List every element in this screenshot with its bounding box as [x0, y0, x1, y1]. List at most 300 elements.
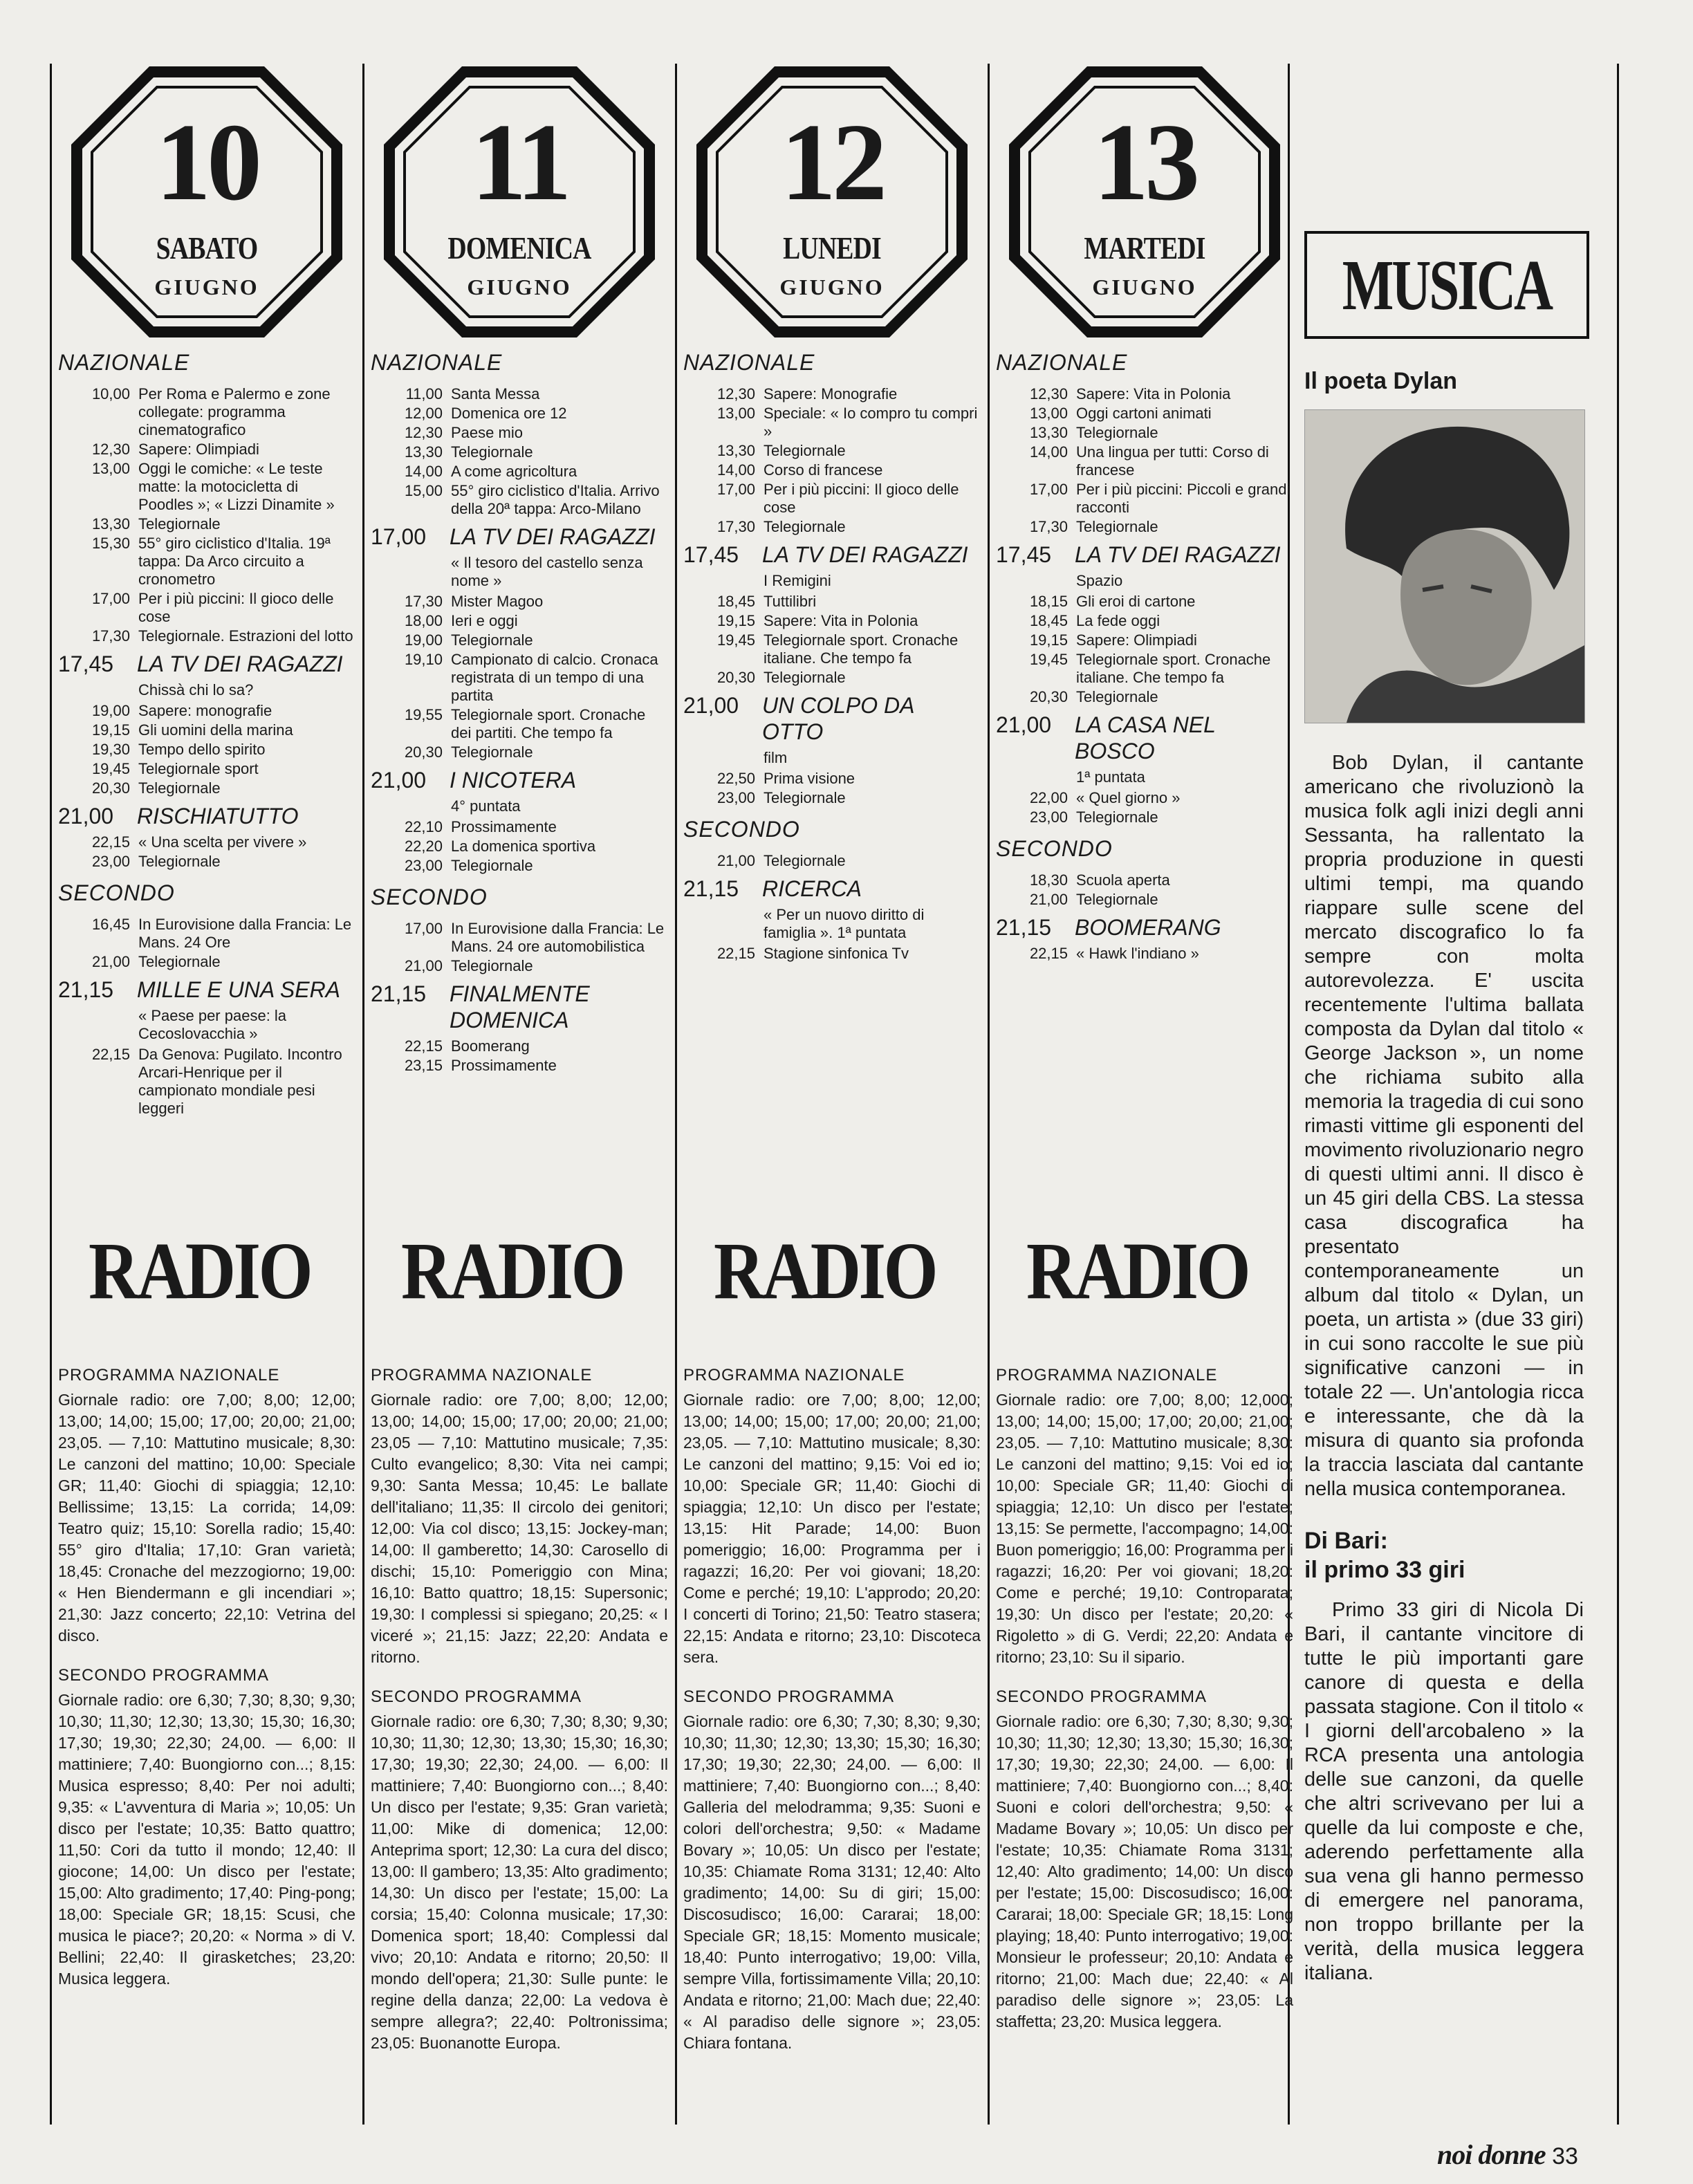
day-number: 10: [156, 100, 258, 223]
program-title: I NICOTERA: [450, 768, 577, 793]
radio-title: RADIO: [401, 1225, 624, 1316]
program-time: 10,00: [91, 385, 130, 402]
program-time: 17,45: [996, 542, 1052, 567]
program-title: « Hawk l'indiano »: [1076, 945, 1199, 962]
magazine-brand: noi donne: [1437, 2139, 1546, 2170]
program-title: La domenica sportiva: [451, 837, 596, 855]
program-time: 19,45: [91, 760, 130, 777]
program-time: 17,45: [683, 542, 739, 567]
day-column-13: [996, 64, 1293, 964]
program-row: [58, 916, 355, 952]
program-time: 15,00: [404, 482, 443, 499]
program-title: Telegiornale sport. Cronache italiane. Che tempo fa: [1076, 651, 1271, 686]
radio-program-heading: SECONDO PROGRAMMA: [371, 1687, 582, 1706]
network-heading: NAZIONALE: [683, 350, 815, 375]
month: GIUGNO: [779, 275, 885, 299]
day-number: 11: [471, 100, 568, 223]
featured-program: [58, 651, 355, 677]
program-time: 21,15: [371, 981, 427, 1006]
day-of-week: LUNEDI: [783, 230, 881, 266]
program-row: [371, 818, 668, 836]
program-time: 21,00: [371, 768, 427, 793]
program-row: [996, 891, 1293, 909]
radio-program-text: Giornale radio: ore 7,00; 8,00; 12,000; 13,00; 14,00; 15,00; 17,00; 20,00; 21,00; 23,05. — 7,10: Mattutino musicale; 8,30: Le canzoni del mattino; 9,15: Voi ed io; 10,00: Speciale GR; 11,40: Giochi di spiaggia; 12,10: Un disco per l'estate; 13,15: Se permette, l'accompagno; 14,00: Buon pomeriggio; 16,00: Programma per i ragazzi; 16,20: Per voi giovani; 18,20: Come e perché; 19,10: Controparata; 19,30: Un disco per l'estate; 20,20: « Rigoletto » di G. Verdi; 22,20: Andata e ritorno; 23,10: Su il sipario.: [996, 1391, 1293, 1666]
program-time: 19,00: [404, 631, 443, 649]
program-title: Prima visione: [764, 770, 855, 787]
program-time: 17,45: [58, 651, 114, 676]
program-note: 4° puntata: [451, 797, 521, 815]
program-time: 17,00: [716, 481, 755, 498]
program-time: 11,00: [405, 385, 443, 402]
network-heading: SECONDO: [683, 817, 800, 842]
program-time: 23,00: [716, 789, 755, 806]
program-row: [371, 482, 668, 518]
day-of-week: MARTEDI: [1084, 230, 1205, 266]
program-note: 1ª puntata: [1076, 768, 1145, 786]
program-title: BOOMERANG: [1075, 915, 1221, 940]
program-time: 20,30: [91, 779, 130, 797]
featured-program: [683, 542, 981, 568]
article-heading-2b: il primo 33 giri: [1304, 1557, 1465, 1583]
program-title: Boomerang: [451, 1037, 530, 1055]
program-title: Per i più piccini: Il gioco delle cose: [764, 481, 959, 516]
program-row: [996, 871, 1293, 889]
program-title: Telegiornale: [138, 779, 221, 797]
program-time: 19,30: [91, 741, 130, 758]
program-row: [58, 741, 355, 759]
program-title: Telegiornale: [764, 852, 846, 869]
program-row: [996, 385, 1293, 403]
program-row: [371, 463, 668, 481]
program-title: Telegiornale: [138, 515, 221, 533]
tv-schedule: [683, 350, 981, 963]
program-title: Sapere: Vita in Polonia: [764, 612, 918, 629]
column-rule: [988, 64, 990, 2125]
program-title: Sapere: Olimpiadi: [1076, 631, 1197, 649]
program-time: 14,00: [404, 463, 443, 480]
day-badge: [381, 64, 658, 340]
program-title: 55° giro ciclistico d'Italia. 19ª tappa: Da Arco circuito a cronometro: [138, 535, 331, 588]
article-heading: Il poeta Dylan: [1304, 368, 1458, 394]
program-time: 20,30: [716, 669, 755, 686]
program-row: [58, 702, 355, 720]
program-title: Prossimamente: [451, 818, 557, 835]
program-time: 17,00: [404, 920, 443, 937]
program-time: 22,15: [91, 833, 130, 851]
program-time: 12,30: [1029, 385, 1068, 402]
program-time: 22,00: [1029, 789, 1068, 806]
program-note: Spazio: [1076, 572, 1123, 589]
program-title: Ieri e oggi: [451, 612, 518, 629]
program-title: Telegiornale: [451, 743, 533, 761]
program-title: Telegiornale: [1076, 518, 1158, 535]
program-title: Sapere: Olimpiadi: [138, 441, 259, 458]
radio-program-heading: PROGRAMMA NAZIONALE: [996, 1366, 1218, 1385]
radio-schedule: [996, 1366, 1293, 2052]
program-row: [996, 789, 1293, 807]
program-title: Telegiornale: [764, 442, 846, 459]
article-text-2: Primo 33 giri di Nicola Di Bari, il cantante vincitore di tutte le più importanti gare canore di questa e della passata stagione. Con il titolo « I giorni dell'arcobaleno » la RCA presenta una antologia delle sue canzoni, da quelle che altri scrivevano per lui a quelle da lui composte e che, aderendo perfettamente alla sua vena gli hanno permesso di emergere nel panorama, non troppo brillante per la verità, della musica leggera italiana.: [1304, 1599, 1584, 1984]
program-time: 15,30: [91, 535, 130, 552]
program-row: [996, 518, 1293, 536]
program-row: [371, 857, 668, 875]
program-row: [683, 945, 981, 963]
program-title: Oggi cartoni animati: [1076, 405, 1212, 422]
program-title: Da Genova: Pugilato. Incontro Arcari-Henrique per il campionato mondiale pesi leggeri: [138, 1046, 342, 1117]
program-title: LA TV DEI RAGAZZI: [137, 651, 343, 676]
program-time: 12,00: [404, 405, 443, 422]
program-time: 14,00: [1029, 443, 1068, 461]
program-time: 23,00: [1029, 808, 1068, 826]
radio-schedule: [683, 1366, 981, 2073]
program-row: [996, 593, 1293, 611]
program-title: Telegiornale: [1076, 688, 1158, 705]
article-text: Bob Dylan, il cantante americano che rivoluzionò la musica folk agli inizi degli anni Sessanta, ha rallentato la propria produzione in questi ultimi tempi, ma quando riappare sulle scene del mercato discografico lo fa sempre con molta autorevolezza. E' uscita recentemente l'ultima ballata composta da Dylan dal titolo « George Jackson », un nome che richiama subito alla memoria la tragedia di cui sono rimasti vittime gli esponenti del movimento rivoluzionario negro di questi ultimi anni. Il disco è un 45 giri della CBS. La stessa casa discografica ha presentato contemporaneamente un album dal titolo « Dylan, un poeta, un artista » (due 33 giri) in cui sono raccolte le sue più significative canzoni — in totale 22 —. Un'antologia ricca e interessante, che dà la misura di quanto sia profonda la traccia lasciata dal cantante nella musica contemporanea.: [1304, 752, 1584, 1500]
program-row: [996, 612, 1293, 630]
program-title: Tempo dello spirito: [138, 741, 266, 758]
program-row: [996, 405, 1293, 423]
program-title: Per i più piccini: Il gioco delle cose: [138, 590, 334, 625]
program-row: [683, 612, 981, 630]
program-time: 19,15: [1029, 631, 1068, 649]
program-row: [371, 920, 668, 956]
portrait-photo: [1304, 409, 1585, 723]
program-row: [371, 706, 668, 742]
day-of-week: SABATO: [156, 230, 258, 266]
featured-program: [996, 712, 1293, 764]
program-time: 20,30: [404, 743, 443, 761]
program-row: [996, 651, 1293, 687]
program-title: Gli eroi di cartone: [1076, 593, 1196, 610]
program-title: Scuola aperta: [1076, 871, 1170, 889]
program-title: Speciale: « Io compro tu compri »: [764, 405, 978, 440]
program-note: Chissà chi lo sa?: [138, 681, 254, 698]
program-row: [58, 627, 355, 645]
radio-program-text: Giornale radio: ore 7,00; 8,00; 12,00; 13,00; 14,00; 15,00; 17,00; 20,00; 21,00; 23,05. — 7,10: Mattutino musicale; 8,30: Le canzoni del mattino; 9,15: Voi ed io; 10,00: Speciale GR; 11,40: Giochi di spiaggia; 12,10: Un disco per l'estate; 13,15: Hit Parade; 14,00: Buon pomeriggio; 16,00: Programma per i ragazzi; 16,20: Per voi giovani; 18,20: Come e perché; 19,10: L'approdo; 20,20: I concerti di Torino; 21,50: Teatro stasera; 22,15: Andata e ritorno; 23,10: Discoteca sera.: [683, 1391, 981, 1666]
program-row: [371, 443, 668, 461]
radio-program-text: Giornale radio: ore 6,30; 7,30; 8,30; 9,30; 10,30; 11,30; 12,30; 13,30; 15,30; 16,30; 17,30; 19,30; 22,30; 24,00. — 6,00: Il mattiniere; 7,40: Buongiorno con...; 8,40: Suoni e colori dell'orchestra; 9,50: « Madame Bovary »; 10,05: Un disco per l'estate; 10,35: Chiamate Roma 3131; 12,40: Alto gradimento; 14,00: Un disco per l'estate; 15,00: Discosudisco; 16,00: Cararai; 18,00: Speciale GR; 18,15: Long playing; 18,40: Punto interrogativo; 19,00: Monsieur le professeur; 20,10: Andata e ritorno; 21,00: Mach due; 22,40: « Al paradiso delle signore »; 23,05: La staffetta; 23,20: Musica leggera.: [996, 1712, 1293, 2030]
program-title: Una lingua per tutti: Corso di francese: [1076, 443, 1269, 479]
program-time: 13,00: [1029, 405, 1068, 422]
program-row: [996, 631, 1293, 649]
program-time: 21,15: [996, 915, 1052, 940]
day-badge: [694, 64, 970, 340]
program-title: Telegiornale: [451, 857, 533, 874]
day-of-week: DOMENICA: [447, 230, 591, 266]
program-time: 22,15: [716, 945, 755, 962]
program-row: [996, 481, 1293, 517]
program-note: I Remigini: [764, 572, 831, 589]
program-row: [58, 1046, 355, 1118]
radio-program-text: Giornale radio: ore 6,30; 7,30; 8,30; 9,30; 10,30; 11,30; 12,30; 13,30; 15,30; 16,30; 17,30; 19,30; 22,30; 24,00. — 6,00: Il mattiniere; 7,40: Buongiorno con...; 8,15: Musica espresso; 8,40: Per noi adulti; 9,35: « L'avventura di Maria »; 10,05: Un disco per l'estate; 10,35: Batto quattro; 11,50: Cori da tutto il mondo; 12,40: Il giocone; 14,00: Un disco per l'estate; 15,00: Alto gradimento; 17,40: Ping-pong; 18,00: Speciale GR; 18,15: Scusi, che musica le piace?; 20,20: « Norma » di V. Bellini; 22,40: Il girasketches; 23,20: Musica leggera.: [58, 1691, 355, 1988]
radio-program-heading: PROGRAMMA NAZIONALE: [371, 1366, 593, 1385]
program-row: [996, 424, 1293, 442]
program-time: 21,00: [996, 712, 1052, 737]
column-rule: [50, 64, 52, 2125]
featured-program: [683, 876, 981, 902]
program-title: Telegiornale: [764, 789, 846, 806]
program-row: [58, 385, 355, 439]
network-heading: NAZIONALE: [58, 350, 190, 375]
network-heading: NAZIONALE: [371, 350, 503, 375]
program-title: Telegiornale. Estrazioni del lotto: [138, 627, 353, 645]
program-row: [996, 443, 1293, 479]
column-rule: [1617, 64, 1619, 2125]
program-row: [58, 590, 355, 626]
program-row: [58, 535, 355, 589]
program-time: 22,15: [1029, 945, 1068, 962]
program-note: film: [764, 749, 788, 766]
program-note: « Per un nuovo diritto di famiglia ». 1ª puntata: [764, 906, 925, 941]
program-row: [371, 1057, 668, 1075]
program-row: [58, 441, 355, 459]
program-title: La fede oggi: [1076, 612, 1160, 629]
program-title: LA TV DEI RAGAZZI: [450, 524, 656, 549]
radio-program-heading: SECONDO PROGRAMMA: [996, 1687, 1208, 1706]
program-time: 18,30: [1029, 871, 1068, 889]
portrait-image-icon: [1305, 410, 1584, 723]
program-time: 17,00: [91, 590, 130, 607]
program-row: [58, 721, 355, 739]
program-title: Telegiornale: [451, 631, 533, 649]
radio-title: RADIO: [1026, 1225, 1249, 1316]
radio-program-heading: SECONDO PROGRAMMA: [58, 1666, 270, 1685]
day-column-11: [371, 64, 668, 1076]
program-time: 13,00: [716, 405, 755, 422]
program-time: 17,00: [1029, 481, 1068, 498]
program-time: 21,00: [716, 852, 755, 869]
column-rule: [362, 64, 364, 2125]
program-title: Tuttilibri: [764, 593, 817, 610]
section-title-box: [1304, 231, 1589, 339]
program-row: [996, 808, 1293, 826]
program-title: Telegiornale: [764, 518, 846, 535]
featured-program: [996, 914, 1293, 941]
program-title: Campionato di calcio. Cronaca registrata di un tempo di una partita: [451, 651, 658, 704]
program-time: 21,00: [1029, 891, 1068, 908]
program-title: Telegiornale sport. Cronache dei partiti. Che tempo fa: [451, 706, 646, 741]
program-time: 19,45: [716, 631, 755, 649]
program-time: 17,00: [371, 524, 427, 549]
program-title: Telegiornale: [451, 443, 533, 461]
program-time: 18,45: [716, 593, 755, 610]
program-row: [58, 460, 355, 514]
program-title: UN COLPO DA OTTO: [762, 693, 914, 744]
radio-title: RADIO: [89, 1225, 311, 1316]
program-title: Paese mio: [451, 424, 523, 441]
program-time: 19,10: [404, 651, 443, 668]
program-title: Domenica ore 12: [451, 405, 567, 422]
program-time: 17,30: [91, 627, 130, 645]
program-time: 21,15: [58, 977, 114, 1002]
program-time: 13,30: [716, 442, 755, 459]
program-row: [683, 770, 981, 788]
program-title: LA CASA NEL BOSCO: [1075, 712, 1216, 764]
program-title: Telegiornale: [1076, 808, 1158, 826]
program-title: Sapere: Vita in Polonia: [1076, 385, 1231, 402]
program-row: [371, 957, 668, 975]
program-time: 17,30: [716, 518, 755, 535]
program-row: [58, 760, 355, 778]
program-title: RICERCA: [762, 876, 862, 901]
program-title: In Eurovisione dalla Francia: Le Mans. 24 Ore: [138, 916, 352, 951]
program-time: 21,15: [683, 876, 739, 901]
program-title: Telegiornale: [138, 953, 221, 970]
program-note: « Il tesoro del castello senza nome »: [451, 554, 643, 589]
program-row: [371, 1037, 668, 1055]
month: GIUGNO: [154, 275, 259, 299]
program-time: 22,50: [716, 770, 755, 787]
program-title: Stagione sinfonica Tv: [764, 945, 909, 962]
program-title: « Quel giorno »: [1076, 789, 1181, 806]
program-time: 12,30: [404, 424, 443, 441]
program-time: 13,00: [91, 460, 130, 477]
program-title: Telegiornale: [1076, 424, 1158, 441]
program-time: 23,15: [404, 1057, 443, 1074]
program-row: [996, 688, 1293, 706]
radio-schedule: [58, 1366, 355, 2009]
program-title: FINALMENTE DOMENICA: [450, 981, 590, 1033]
program-row: [683, 405, 981, 441]
program-title: MILLE E UNA SERA: [137, 977, 341, 1002]
program-time: 13,30: [91, 515, 130, 533]
radio-title: RADIO: [714, 1225, 936, 1316]
network-heading: SECONDO: [58, 880, 175, 905]
day-column-12: [683, 64, 981, 964]
program-title: « Una scelta per vivere »: [138, 833, 307, 851]
radio-program-heading: SECONDO PROGRAMMA: [683, 1687, 895, 1706]
program-title: Santa Messa: [451, 385, 540, 402]
program-row: [683, 518, 981, 536]
program-title: 55° giro ciclistico d'Italia. Arrivo della 20ª tappa: Arco-Milano: [451, 482, 660, 517]
day-badge: [1006, 64, 1283, 340]
program-row: [58, 853, 355, 871]
program-time: 19,15: [716, 612, 755, 629]
program-time: 23,00: [91, 853, 130, 870]
program-row: [371, 631, 668, 649]
featured-program: [683, 692, 981, 745]
program-time: 19,55: [404, 706, 443, 723]
program-time: 21,00: [683, 693, 739, 718]
program-row: [683, 481, 981, 517]
program-row: [371, 593, 668, 611]
day-badge: [68, 64, 345, 340]
program-title: Telegiornale: [764, 669, 846, 686]
program-title: A come agricoltura: [451, 463, 577, 480]
program-time: 22,20: [404, 837, 443, 855]
program-row: [58, 779, 355, 797]
program-row: [371, 612, 668, 630]
program-row: [683, 669, 981, 687]
program-row: [371, 651, 668, 705]
day-column-10: [58, 64, 355, 1119]
program-time: 17,30: [404, 593, 443, 610]
program-row: [683, 442, 981, 460]
program-title: Gli uomini della marina: [138, 721, 293, 739]
program-title: Telegiornale sport. Cronache italiane. Che tempo fa: [764, 631, 959, 667]
program-title: Sapere: monografie: [138, 702, 272, 719]
program-time: 18,15: [1029, 593, 1068, 610]
program-row: [371, 837, 668, 855]
program-title: Prossimamente: [451, 1057, 557, 1074]
program-time: 18,45: [1029, 612, 1068, 629]
program-title: LA TV DEI RAGAZZI: [762, 542, 968, 567]
program-title: Oggi le comiche: « Le teste matte: la motocicletta di Poodles »; « Lizzi Dinamite »: [138, 460, 335, 513]
month: GIUGNO: [1092, 275, 1197, 299]
program-time: 19,00: [91, 702, 130, 719]
network-heading: SECONDO: [371, 885, 488, 909]
program-time: 19,45: [1029, 651, 1068, 668]
tv-schedule: [996, 350, 1293, 963]
program-row: [683, 852, 981, 870]
program-time: 21,00: [404, 957, 443, 974]
program-time: 16,45: [91, 916, 130, 933]
program-time: 12,30: [716, 385, 755, 402]
page-number: 33: [1552, 2143, 1578, 2169]
radio-program-heading: PROGRAMMA NAZIONALE: [683, 1366, 905, 1385]
network-heading: SECONDO: [996, 836, 1113, 861]
article-heading-2a: Di Bari:: [1304, 1528, 1388, 1554]
program-time: 21,00: [58, 804, 114, 829]
program-title: In Eurovisione dalla Francia: Le Mans. 24 ore automobilistica: [451, 920, 665, 955]
program-title: Per i più piccini: Piccoli e grandi racconti: [1076, 481, 1290, 516]
program-time: 12,30: [91, 441, 130, 458]
radio-program-heading: PROGRAMMA NAZIONALE: [58, 1366, 280, 1385]
page-footer: [1437, 2138, 1578, 2171]
program-time: 22,15: [91, 1046, 130, 1063]
program-row: [371, 743, 668, 761]
featured-program: [58, 977, 355, 1003]
program-title: Mister Magoo: [451, 593, 544, 610]
program-time: 13,30: [404, 443, 443, 461]
program-row: [683, 461, 981, 479]
program-time: 23,00: [404, 857, 443, 874]
featured-program: [371, 981, 668, 1033]
program-row: [58, 833, 355, 851]
program-title: Telegiornale: [451, 957, 533, 974]
program-title: Telegiornale: [1076, 891, 1158, 908]
day-number: 13: [1093, 100, 1196, 223]
program-row: [371, 385, 668, 403]
day-number: 12: [781, 100, 883, 223]
program-time: 19,15: [91, 721, 130, 739]
radio-program-text: Giornale radio: ore 6,30; 7,30; 8,30; 9,30; 10,30; 11,30; 12,30; 13,30; 15,30; 16,30; 17,30; 19,30; 22,30; 24,00. — 6,00: Il mattiniere; 7,40: Buongiorno con...; 8,40: Galleria del melodramma; 9,35: Suoni e colori dell'orchestra; 9,50: « Madame Bovary »; 10,05: Un disco per l'estate; 10,35: Chiamate Roma 3131; 12,40: Alto gradimento; 14,00: Su di giri; 15,00: Discosudisco; 16,00: Cararai; 18,00: Speciale GR; 18,15: Momento musicale; 18,40: Punto interrogativo; 19,00: Villa, sempre Villa, fortissimamente Villa; 20,10: Andata e ritorno; 21,00: Mach due; 22,40: « Al paradiso delle signore »; 23,05: Chiara fontana.: [683, 1712, 981, 2052]
program-row: [683, 385, 981, 403]
program-time: 18,00: [404, 612, 443, 629]
month: GIUGNO: [467, 275, 572, 299]
program-row: [371, 424, 668, 442]
program-row: [58, 953, 355, 971]
section-title: MUSICA: [1342, 245, 1552, 325]
radio-program-text: Giornale radio: ore 7,00; 8,00; 12,00; 13,00; 14,00; 15,00; 17,00; 20,00; 21,00; 23,05. — 7,10: Mattutino musicale; 8,30: Le canzoni del mattino; 10,00: Speciale GR; 11,40: Giochi di spiaggia; 12,10: Bellissime; 13,15: La corrida; 14,09: Teatro quiz; 15,10: Sorella radio; 15,40: 55° giro d'Italia; 17,10: Gran varietà; 18,45: Cronache del mezzogiorno; 19,00: « Hen Biendermann e gli incendiari »; 21,30: Jazz concerto; 22,10: Vetrina del disco.: [58, 1391, 355, 1645]
musica-column: [1304, 367, 1584, 1986]
radio-program-text: Giornale radio: ore 6,30; 7,30; 8,30; 9,30; 10,30; 11,30; 12,30; 13,30; 15,30; 16,30; 17,30; 19,30; 22,30; 24,00. — 6,00: Il mattiniere; 7,40: Buongiorno con...; 8,40: Un disco per l'estate; 9,35: Gran varietà; 11,00: Mike di domenica; 12,00: Anteprima sport; 12,30: La cura del disco; 13,00: Il gambero; 13,35: Alto gradimento; 14,30: Un disco per l'estate; 15,00: La corsia; 15,40: Colonna musicale; 17,30: Domenica sport; 18,40: Complessi dal vivo; 20,10: Andata e ritorno; 20,50: Il mondo dell'opera; 21,30: Sulle punte: le regine della danza; 22,00: La vedova è sempre allegra?; 22,40: Poltronissima; 23,05: Buonanotte Europa.: [371, 1712, 668, 2052]
program-title: RISCHIATUTTO: [137, 804, 299, 829]
program-title: LA TV DEI RAGAZZI: [1075, 542, 1281, 567]
tv-schedule: [371, 350, 668, 1075]
program-time: 20,30: [1029, 688, 1068, 705]
column-rule: [675, 64, 677, 2125]
radio-schedule: [371, 1366, 668, 2073]
featured-program: [371, 767, 668, 793]
featured-program: [996, 542, 1293, 568]
program-time: 14,00: [716, 461, 755, 479]
program-time: 21,00: [91, 953, 130, 970]
program-time: 22,10: [404, 818, 443, 835]
program-title: Per Roma e Palermo e zone collegate: programma cinematografico: [138, 385, 331, 438]
program-row: [683, 593, 981, 611]
program-row: [683, 631, 981, 667]
